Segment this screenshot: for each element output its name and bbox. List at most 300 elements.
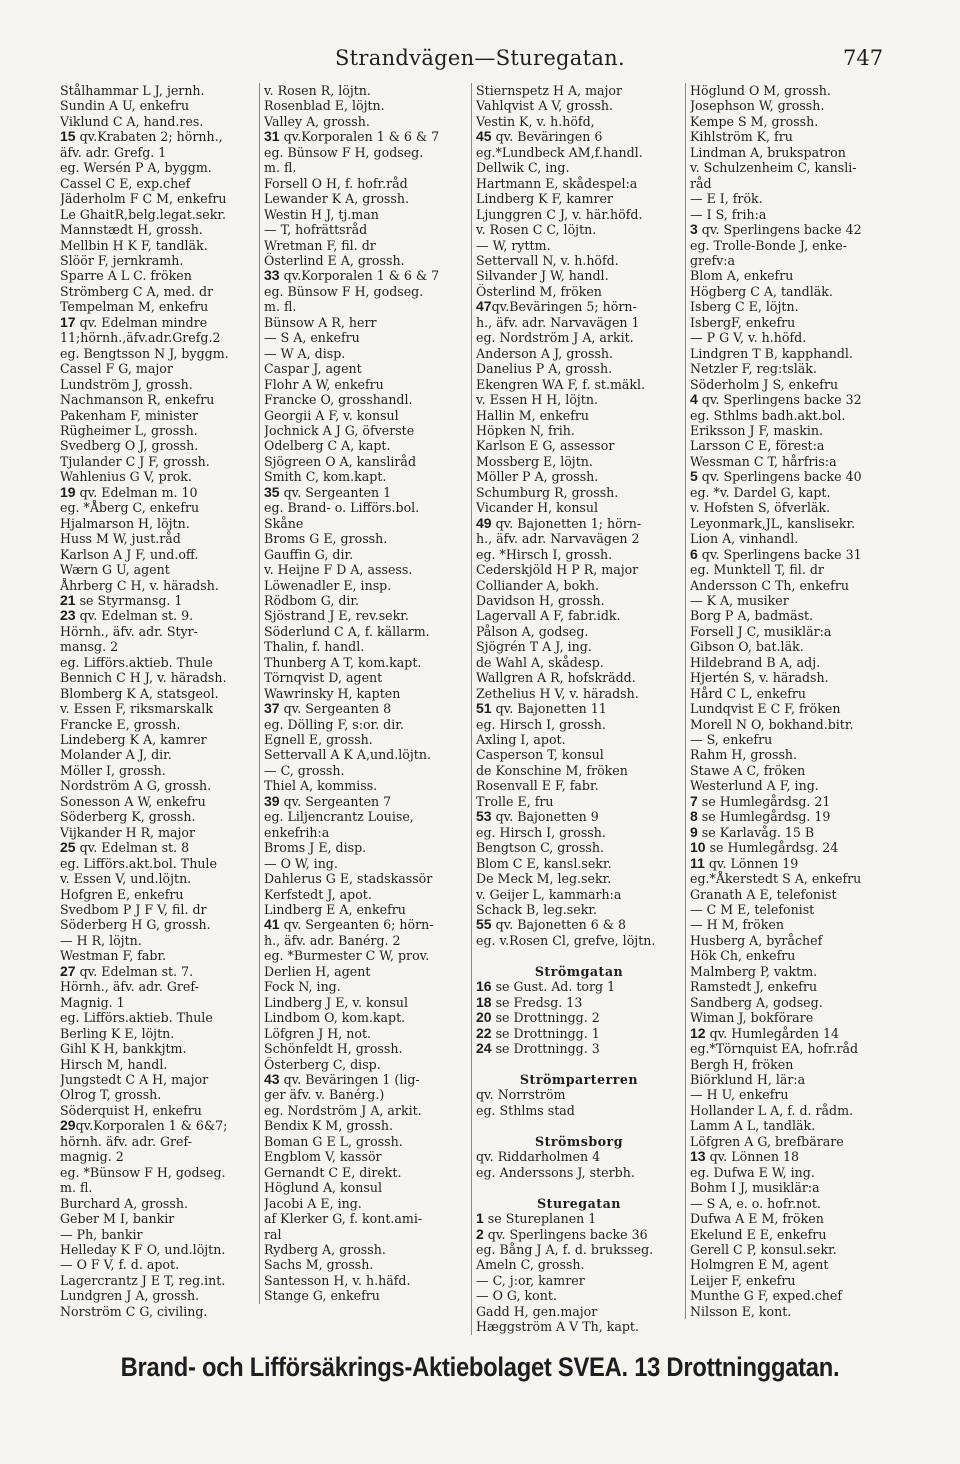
directory-entry: 4 qv. Sperlingens backe 32 — [690, 392, 862, 408]
directory-entry: Schönfeldt H, grossh. — [264, 1041, 403, 1057]
directory-entry: Svedbom P J F V, fil. dr — [60, 902, 207, 918]
directory-entry: råd — [690, 175, 712, 191]
directory-entry: Bergh H, fröken — [690, 1056, 794, 1072]
directory-entry: Zethelius H V, v. häradsh. — [476, 685, 639, 701]
directory-entry: Le GhaitR,belg.legat.sekr. — [60, 206, 226, 222]
directory-entry: h., äfv. adr. Narvavägen 2 — [476, 531, 640, 547]
directory-entry: eg. Lifförs.aktieb. Thule — [60, 654, 213, 670]
directory-entry: de Wahl A, skådesp. — [476, 654, 604, 670]
directory-entry: Löfgren J H, not. — [264, 1025, 372, 1041]
directory-column-2 — [264, 83, 474, 1304]
directory-entry: Fock N, ing. — [264, 979, 341, 995]
directory-entry: Svedberg O J, grossh. — [60, 438, 199, 454]
directory-entry: — Ph, bankir — [60, 1226, 143, 1242]
directory-entry: Lamm A L, tandläk. — [690, 1118, 816, 1134]
directory-entry: 45 qv. Beväringen 6 — [476, 129, 603, 145]
directory-entry: Engblom V, kassör — [264, 1149, 382, 1165]
directory-entry: Österlind E A, grossh. — [264, 252, 405, 268]
directory-entry: Söderlund C A, f. källarm. — [264, 623, 430, 639]
directory-entry: eg. v.Rosen Cl, grefve, löjtn. — [476, 932, 656, 948]
directory-entry: Hartmann E, skådespel:a — [476, 175, 638, 191]
directory-entry: Thalin, f. handl. — [264, 639, 365, 655]
directory-entry: Schack B, leg.sekr. — [476, 902, 597, 918]
directory-entry: Lindgren T B, kapphandl. — [690, 345, 853, 361]
directory-column-3 — [476, 83, 682, 1335]
directory-entry: 17 qv. Edelman mindre — [60, 314, 208, 330]
directory-entry: Lindbom O, kom.kapt. — [264, 1010, 406, 1026]
directory-entry: — C M E, telefonist — [690, 902, 815, 918]
directory-entry: Mossberg E, löjtn. — [476, 453, 593, 469]
directory-entry: Ekelund E E, enkefru — [690, 1226, 827, 1242]
directory-entry: Löwenadler E, insp. — [264, 577, 392, 593]
directory-entry: Danelius P A, grossh. — [476, 361, 613, 377]
directory-entry: enkefrih:a — [264, 824, 330, 840]
directory-entry: eg. Dufwa E W, ing. — [690, 1164, 815, 1180]
directory-entry: Sjögrén T A J, ing. — [476, 639, 592, 655]
directory-entry: Sparre A L C. fröken — [60, 268, 192, 284]
directory-entry: 39 qv. Sergeanten 7 — [264, 793, 392, 809]
directory-entry: Viklund C A, hand.res. — [60, 113, 204, 129]
directory-entry: 47qv.Beväringen 5; hörn- — [476, 299, 637, 315]
directory-entry: Hildebrand B A, adj. — [690, 654, 821, 670]
directory-entry: Rahm H, grossh. — [690, 747, 798, 763]
directory-entry: Husberg A, byråchef — [690, 932, 823, 948]
directory-entry: Lundqvist E C F, fröken — [690, 701, 841, 717]
directory-entry: 21 se Styrmansg. 1 — [60, 592, 183, 608]
directory-entry: h., äfv. adr. Narvavägen 1 — [476, 314, 640, 330]
directory-entry: v. Rosen C C, löjtn. — [476, 222, 597, 238]
directory-entry: Hallin M, enkefru — [476, 407, 590, 423]
directory-entry: Odelberg C A, kapt. — [264, 438, 391, 454]
directory-entry: 18 se Fredsg. 13 — [476, 994, 583, 1010]
directory-column-1 — [60, 83, 260, 1319]
directory-entry: Sandberg A, godseg. — [690, 994, 823, 1010]
directory-entry: 10 se Humlegårdsg. 24 — [690, 840, 839, 856]
directory-entry: eg. *Hirsch I, grossh. — [476, 546, 613, 562]
directory-entry: eg. Bünsow F H, godseg. — [264, 144, 424, 160]
directory-entry: Wessman C T, hårfris:a — [690, 453, 837, 469]
directory-entry: Pålson A, godseg. — [476, 623, 589, 639]
directory-entry: Möller I, grossh. — [60, 762, 166, 778]
directory-entry: Westin H J, tj.man — [264, 206, 379, 222]
directory-entry: Schumburg R, grossh. — [476, 484, 619, 500]
directory-entry: eg. Hirsch I, grossh. — [476, 716, 606, 732]
directory-entry: — H U, enkefru — [690, 1087, 789, 1103]
directory-entry: eg. Bünsow F H, godseg. — [264, 283, 424, 299]
directory-entry: — E I, frök. — [690, 191, 763, 207]
directory-entry: Gibson O, bat.läk. — [690, 639, 804, 655]
directory-entry: Karlson E G, assessor — [476, 438, 615, 454]
directory-entry: Blom C E, kansl.sekr. — [476, 855, 612, 871]
directory-entry: eg. Lifförs.akt.bol. Thule — [60, 855, 217, 871]
directory-entry: — C, grossh. — [264, 762, 345, 778]
directory-entry: — S A, enkefru — [264, 330, 360, 346]
directory-entry: — O G, kont. — [476, 1288, 557, 1304]
directory-entry: Granath A E, telefonist — [690, 886, 837, 902]
directory-entry: Dahlerus G E, stadskassör — [264, 871, 433, 887]
directory-entry: Malmberg P, vaktm. — [690, 963, 818, 979]
directory-entry: Morell N O, bokhand.bitr. — [690, 716, 854, 732]
directory-entry: Forsell J C, musiklär:a — [690, 623, 832, 639]
directory-entry: 5 qv. Sperlingens backe 40 — [690, 469, 862, 485]
directory-entry: mansg. 2 — [60, 639, 119, 655]
directory-entry: hörnh. äfv. adr. Gref- — [60, 1133, 192, 1149]
directory-entry: Ekengren WA F, f. st.mäkl. — [476, 376, 646, 392]
directory-entry: Möller P A, grossh. — [476, 469, 599, 485]
directory-entry: Casperson T, konsul — [476, 747, 604, 763]
directory-entry: Törnqvist D, agent — [264, 670, 383, 686]
directory-entry: 11 qv. Lönnen 19 — [690, 855, 799, 871]
directory-entry: 19 qv. Edelman m. 10 — [60, 484, 198, 500]
directory-entry: Vicander H, konsul — [476, 500, 599, 516]
directory-entry: Lion A, vinhandl. — [690, 531, 799, 547]
directory-entry: Larsson C E, förest:a — [690, 438, 825, 454]
directory-entry: Sjögreen O A, kansliråd — [264, 453, 417, 469]
directory-entry: Westerlund A F, ing. — [690, 778, 819, 794]
directory-entry: ger äfv. v. Banérg.) — [264, 1087, 385, 1103]
directory-entry: Karlson A J F, und.off. — [60, 546, 199, 562]
directory-entry: Hörnh., äfv. adr. Styr- — [60, 623, 198, 639]
directory-entry: Wallgren A R, hofskrädd. — [476, 670, 636, 686]
directory-entry: magnig. 2 — [60, 1149, 124, 1165]
directory-entry: 22 se Drottningg. 1 — [476, 1025, 600, 1041]
street-heading: Sturegatan — [537, 1195, 621, 1211]
directory-entry: Forsell O H, f. hofr.råd — [264, 175, 408, 191]
directory-entry: m. fl. — [264, 160, 297, 176]
directory-entry: Åhrberg C H, v. häradsh. — [60, 577, 219, 593]
directory-entry: Kempe S M, grossh. — [690, 113, 819, 129]
directory-entry: Nachmanson R, enkefru — [60, 392, 215, 408]
directory-entry: Skåne — [264, 515, 304, 531]
directory-entry: Mellbin H K F, tandläk. — [60, 237, 208, 253]
directory-entry: Rydberg A, grossh. — [264, 1241, 386, 1257]
directory-entry: 41 qv. Sergeanten 6; hörn- — [264, 917, 434, 933]
directory-entry: Sjöstrand J E, rev.sekr. — [264, 608, 409, 624]
directory-entry: de Konschine M, fröken — [476, 762, 628, 778]
directory-entry: Netzler F, reg:tsläk. — [690, 361, 817, 377]
directory-entry: 12 qv. Humlegården 14 — [690, 1025, 840, 1041]
directory-entry: Söderberg K, grossh. — [60, 809, 196, 825]
directory-entry: Berling K E, löjtn. — [60, 1025, 175, 1041]
directory-entry: Vahlqvist A V, grossh. — [476, 98, 614, 114]
directory-entry: Dufwa A E M, fröken — [690, 1211, 824, 1227]
directory-entry: Gauffin G, dir. — [264, 546, 354, 562]
directory-entry: — O F V, f. d. apot. — [60, 1257, 180, 1273]
directory-entry: v. Hofsten S, öfverläk. — [690, 500, 831, 516]
directory-entry: 31 qv.Korporalen 1 & 6 & 7 — [264, 129, 440, 145]
directory-entry: Strömberg C A, med. dr — [60, 283, 214, 299]
directory-column-4 — [690, 83, 904, 1319]
directory-entry: Borg P A, badmäst. — [690, 608, 814, 624]
directory-entry: Wærn G U, agent — [60, 562, 170, 578]
directory-entry: 11;hörnh.,äfv.adr.Grefg.2 — [60, 330, 221, 346]
directory-entry: Nordström A G, grossh. — [60, 778, 212, 794]
directory-entry: Rödbom G, dir. — [264, 592, 360, 608]
directory-entry: Munthe G F, exped.chef — [690, 1288, 843, 1304]
directory-entry: Hård C L, enkefru — [690, 685, 807, 701]
directory-entry: Bennich C H J, v. häradsh. — [60, 670, 227, 686]
directory-entry: Valley A, grossh. — [264, 113, 370, 129]
directory-entry: 24 se Drottningg. 3 — [476, 1041, 600, 1057]
directory-entry: Settervall N, v. h.höfd. — [476, 252, 619, 268]
directory-entry: eg. Munktell T, fil. dr — [690, 562, 824, 578]
page-title: Strandvägen—Sturegatan. — [335, 46, 625, 70]
directory-entry: — W, ryttm. — [476, 237, 551, 253]
directory-entry: Rosenvall E F, fabr. — [476, 778, 599, 794]
directory-entry — [476, 1118, 682, 1133]
directory-entry: Norström C G, civiling. — [60, 1303, 208, 1319]
directory-entry: Helleday K F O, und.löjtn. — [60, 1241, 226, 1257]
directory-entry: Slöör F, jernkramh. — [60, 252, 184, 268]
directory-entry: Boman G E L, grossh. — [264, 1133, 403, 1149]
street-heading: Strömparterren — [519, 1072, 639, 1087]
directory-entry: Josephson W, grossh. — [690, 98, 825, 114]
directory-entry: Axling I, apot. — [476, 732, 566, 748]
directory-entry: eg. *v. Dardel G, kapt. — [690, 484, 831, 500]
directory-entry: Jochnick A J G, öfverste — [264, 422, 415, 438]
directory-entry: — I S, frih:a — [690, 206, 767, 222]
directory-entry: Jungstedt C A H, major — [60, 1072, 209, 1087]
directory-entry: Bünsow A R, herr — [264, 314, 377, 330]
directory-entry: Nilsson E, kont. — [690, 1303, 792, 1319]
directory-entry: eg. Nordström J A, arkit. — [264, 1102, 422, 1118]
directory-entry: Cederskjöld H P R, major — [476, 562, 639, 578]
directory-entry: Broms J E, disp. — [264, 840, 367, 856]
directory-entry: Bendix K M, grossh. — [264, 1118, 394, 1134]
directory-entry: 6 qv. Sperlingens backe 31 — [690, 546, 862, 562]
directory-entry: eg.*Åkerstedt S A, enkefru — [690, 871, 862, 887]
directory-entry: — P G V, v. h.höfd. — [690, 330, 807, 346]
directory-entry: Wiman J, bokförare — [690, 1010, 814, 1026]
directory-entry: Francke E, grossh. — [60, 716, 181, 732]
directory-entry: 29qv.Korporalen 1 & 6&7; — [60, 1118, 228, 1134]
directory-entry: Gernandt C E, direkt. — [264, 1164, 402, 1180]
directory-entry: Settervall A K A,und.löjtn. — [264, 747, 431, 763]
directory-entry: — W A, disp. — [264, 345, 346, 361]
directory-entry: v. Schulzenheim C, kansli- — [690, 160, 857, 176]
directory-entry: qv. Norrström — [476, 1087, 566, 1103]
directory-entry: Flohr A W, enkefru — [264, 376, 384, 392]
directory-entry: 49 qv. Bajonetten 1; hörn- — [476, 515, 642, 531]
directory-entry — [476, 1057, 682, 1072]
directory-entry: — S, enkefru — [690, 732, 773, 748]
directory-entry: Stålhammar L J, jernh. — [60, 83, 205, 98]
directory-entry: Löfgren A G, brefbärare — [690, 1133, 844, 1149]
directory-entry: Leyonmark,JL, kanslisekr. — [690, 515, 856, 531]
directory-entry: 23 qv. Edelman st. 9. — [60, 608, 194, 624]
directory-entry: Stiernspetz H A, major — [476, 83, 623, 98]
directory-entry: Leijer F, enkefru — [690, 1272, 796, 1288]
directory-entry: Magnig. 1 — [60, 994, 125, 1010]
directory-entry: Hæggström A V Th, kapt. — [476, 1319, 639, 1335]
directory-entry: eg. Nordström J A, arkit. — [476, 330, 634, 346]
directory-entry: Thiel A, kommiss. — [264, 778, 378, 794]
directory-entry: Sonesson A W, enkefru — [60, 793, 206, 809]
directory-entry: Kerfstedt J, apot. — [264, 886, 372, 902]
directory-entry: Ljunggren C J, v. här.höfd. — [476, 206, 643, 222]
directory-entry: 43 qv. Beväringen 1 (lig- — [264, 1072, 420, 1087]
directory-entry: Trolle E, fru — [476, 793, 554, 809]
directory-entry: Söderquist H, enkefru — [60, 1102, 202, 1118]
footer-advertisement: Brand- och Lifförsäkrings-Aktiebolaget SVEA. 13 Drottninggatan. — [120, 1352, 840, 1382]
directory-entry: Blom A, enkefru — [690, 268, 794, 284]
directory-entry: Bohm I J, musiklär:a — [690, 1180, 820, 1196]
directory-entry: m. fl. — [60, 1180, 93, 1196]
directory-entry: Anderson A J, grossh. — [476, 345, 614, 361]
directory-entry: eg. Sthlms stad — [476, 1102, 575, 1118]
directory-entry: Höpken N, frih. — [476, 422, 575, 438]
directory-entry: Dellwik C, ing. — [476, 160, 570, 176]
directory-entry: Isberg C E, löjtn. — [690, 299, 799, 315]
directory-entry: Lagervall A F, fabr.idk. — [476, 608, 621, 624]
directory-entry: Vijkander H R, major — [60, 824, 196, 840]
directory-entry: h., äfv. adr. Banérg. 2 — [264, 932, 401, 948]
directory-entry: Stange G, enkefru — [264, 1288, 380, 1304]
directory-entry: 2 qv. Sperlingens backe 36 — [476, 1226, 648, 1242]
directory-entry: Lindberg J E, v. konsul — [264, 994, 408, 1010]
directory-entry: — H R, löjtn. — [60, 932, 142, 948]
directory-entry: ral — [264, 1226, 282, 1242]
directory-entry: Höglund O M, grossh. — [690, 83, 831, 98]
directory-entry: v. Rosen R, löjtn. — [264, 83, 371, 98]
directory-entry: af Klerker G, f. kont.ami- — [264, 1211, 423, 1227]
directory-entry: Jacobi A E, ing. — [264, 1195, 362, 1211]
directory-entry: Sundin A U, enkefru — [60, 98, 190, 114]
directory-entry: 37 qv. Sergeanten 8 — [264, 701, 392, 717]
directory-entry: Wretman F, fil. dr — [264, 237, 376, 253]
directory-entry: Pakenham F, minister — [60, 407, 199, 423]
directory-entry: v. Geijer L, kammarh:a — [476, 886, 622, 902]
directory-entry: Mannstædt H, grossh. — [60, 222, 203, 238]
directory-entry: Sachs M, grossh. — [264, 1257, 374, 1273]
directory-entry: Ameln C, grossh. — [476, 1257, 585, 1273]
directory-entry: Lindeberg K A, kamrer — [60, 732, 207, 748]
street-heading: Strömgatan — [534, 963, 624, 979]
directory-entry: 9 se Karlavåg. 15 B — [690, 824, 815, 840]
directory-entry: Smith C, kom.kapt. — [264, 469, 387, 485]
directory-entry: Wahlenius G V, prok. — [60, 469, 192, 485]
directory-entry — [476, 948, 682, 963]
directory-entry: Derlien H, agent — [264, 963, 371, 979]
directory-entry: Lundström J, grossh. — [60, 376, 193, 392]
directory-entry: 13 qv. Lönnen 18 — [690, 1149, 800, 1165]
directory-entry: Högberg C A, tandläk. — [690, 283, 833, 299]
directory-entry: eg. Wersén P A, byggm. — [60, 160, 212, 176]
directory-entry: Colliander A, bokh. — [476, 577, 599, 593]
directory-entry: Francke O, grosshandl. — [264, 392, 413, 408]
directory-entry: Caspar J, agent — [264, 361, 362, 377]
directory-entry — [476, 1180, 682, 1195]
page-number: 747 — [843, 46, 884, 70]
directory-entry: Biörklund H, lär:a — [690, 1072, 806, 1087]
directory-entry: Vestin K, v. h.höfd, — [476, 113, 595, 129]
directory-entry: Westman F, fabr. — [60, 948, 167, 964]
directory-entry: eg. *Åberg C, enkefru — [60, 500, 200, 516]
directory-entry: v. Essen H H, löjtn. — [476, 392, 598, 408]
directory-entry: 33 qv.Korporalen 1 & 6 & 7 — [264, 268, 440, 284]
directory-entry: eg. *Burmester C W, prov. — [264, 948, 430, 964]
directory-entry: Egnell E, grossh. — [264, 732, 373, 748]
directory-entry: Gihl K H, bankkjtm. — [60, 1041, 187, 1057]
directory-entry: — T, hofrättsråd — [264, 222, 368, 238]
directory-entry: Kihlström K, fru — [690, 129, 793, 145]
directory-entry: Ramstedt J, enkefru — [690, 979, 818, 995]
directory-entry: 15 qv.Krabaten 2; hörnh., — [60, 129, 223, 145]
directory-entry: Bengtson C, grossh. — [476, 840, 604, 856]
directory-entry: Lewander K A, grossh. — [264, 191, 409, 207]
directory-entry: eg. Trolle-Bonde J, enke- — [690, 237, 847, 253]
directory-entry: Rügheimer L, grossh. — [60, 422, 198, 438]
directory-entry: Rosenblad E, löjtn. — [264, 98, 385, 114]
directory-entry: Geber M I, bankir — [60, 1211, 175, 1227]
directory-entry: grefv:a — [690, 252, 736, 268]
directory-entry: — H M, fröken — [690, 917, 784, 933]
directory-entry: Wawrinsky H, kapten — [264, 685, 401, 701]
directory-entry: — O W, ing. — [264, 855, 338, 871]
directory-entry: — K A, musiker — [690, 592, 789, 608]
directory-entry: Hofgren E, enkefru — [60, 886, 184, 902]
directory-entry: v. Essen V, und.löjtn. — [60, 871, 192, 887]
directory-entry: eg. *Bünsow F H, godseg. — [60, 1164, 226, 1180]
street-heading: Strömsborg — [534, 1133, 623, 1149]
directory-entry: Thunberg A T, kom.kapt. — [264, 654, 422, 670]
directory-entry: eg.*Lundbeck AM,f.handl. — [476, 144, 643, 160]
directory-entry: v. Essen F, riksmarskalk — [60, 701, 213, 717]
directory-entry: Söderholm J S, enkefru — [690, 376, 839, 392]
directory-entry: Cassel F G, major — [60, 361, 173, 377]
page-header — [0, 44, 960, 80]
directory-entry: — C, j:or, kamrer — [476, 1272, 585, 1288]
directory-entry: Söderberg H G, grossh. — [60, 917, 211, 933]
directory-entry: eg. Hirsch I, grossh. — [476, 824, 606, 840]
directory-entry: Hörnh., äfv. adr. Gref- — [60, 979, 199, 995]
directory-entry: Lagercrantz J E T, reg.int. — [60, 1272, 226, 1288]
directory-entry: 51 qv. Bajonetten 11 — [476, 701, 607, 717]
directory-entry: eg. Anderssons J, sterbh. — [476, 1164, 635, 1180]
directory-entry: Olrog T, grossh. — [60, 1087, 162, 1103]
directory-entry: 25 qv. Edelman st. 8 — [60, 840, 190, 856]
directory-entry: Hollander L A, f. d. rådm. — [690, 1102, 854, 1118]
directory-entry: eg. Bengtsson N J, byggm. — [60, 345, 229, 361]
directory-entry: qv. Riddarholmen 4 — [476, 1149, 601, 1165]
directory-entry: Lindman A, brukspatron — [690, 144, 846, 160]
directory-entry: eg. Brand- o. Lifförs.bol. — [264, 500, 420, 516]
directory-entry: Tjulander C J F, grossh. — [60, 453, 210, 469]
directory-entry: Lindberg K F, kamrer — [476, 191, 613, 207]
directory-entry: Molander A J, dir. — [60, 747, 172, 763]
directory-entry: Eriksson J F, maskin. — [690, 422, 824, 438]
directory-entry: m. fl. — [264, 299, 297, 315]
directory-entry: 53 qv. Bajonetten 9 — [476, 809, 599, 825]
directory-entry: De Meck M, leg.sekr. — [476, 871, 612, 887]
directory-entry: eg. Liljencrantz Louise, — [264, 809, 414, 825]
directory-entry: Silvander J W, handl. — [476, 268, 609, 284]
directory-entry: 55 qv. Bajonetten 6 & 8 — [476, 917, 627, 933]
directory-entry: Georgii A F, v. konsul — [264, 407, 399, 423]
directory-entry: v. Heijne F D A, assess. — [264, 562, 413, 578]
directory-entry: Hök Ch, enkefru — [690, 948, 796, 964]
directory-entry: 1 se Stureplanen 1 — [476, 1211, 597, 1227]
directory-entry: Hjalmarson H, löjtn. — [60, 515, 190, 531]
directory-entry: 3 qv. Sperlingens backe 42 — [690, 222, 862, 238]
directory-entry: Tempelman M, enkefru — [60, 299, 209, 315]
directory-entry: Gerell C P, konsul.sekr. — [690, 1241, 837, 1257]
directory-entry: Österberg C, disp. — [264, 1056, 381, 1072]
directory-entry: Andersson C Th, enkefru — [690, 577, 849, 593]
directory-entry: Hirsch M, handl. — [60, 1056, 168, 1072]
directory-entry: 16 se Gust. Ad. torg 1 — [476, 979, 616, 995]
directory-entry: 8 se Humlegårdsg. 19 — [690, 809, 831, 825]
